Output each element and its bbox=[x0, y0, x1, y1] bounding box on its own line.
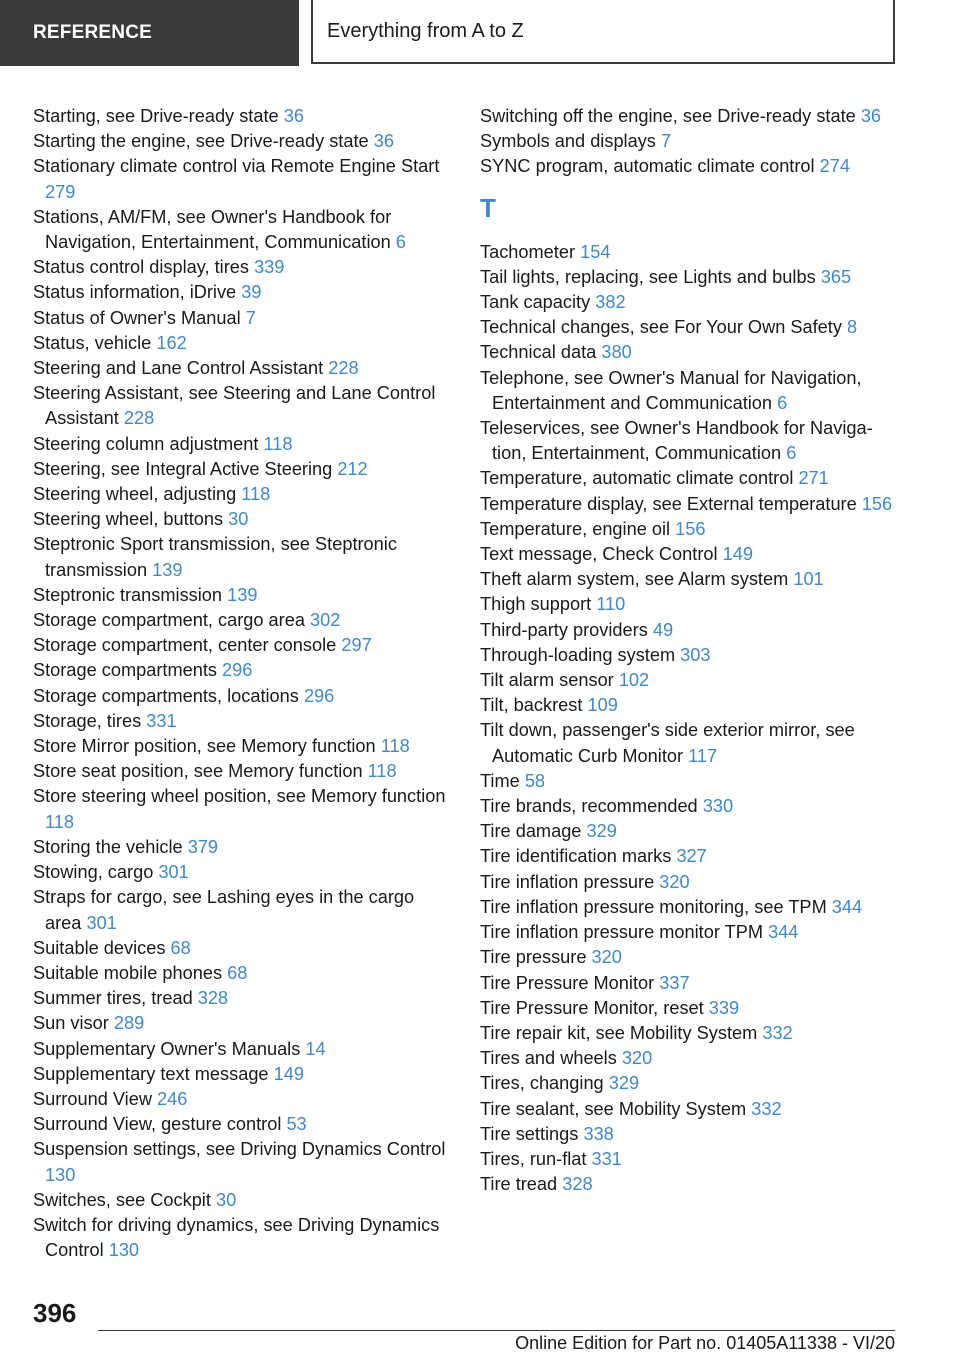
page-reference-link[interactable]: 139 bbox=[152, 559, 183, 580]
page-reference-link[interactable]: 301 bbox=[158, 862, 189, 883]
page-reference-link[interactable]: 130 bbox=[108, 1240, 140, 1261]
index-entry bbox=[33, 860, 453, 885]
page-reference-link[interactable]: 337 bbox=[659, 972, 690, 993]
index-entry-term: Symbols and displays bbox=[480, 131, 656, 152]
index-entry-term: Switches, see Cockpit bbox=[33, 1189, 211, 1210]
index-entry-term: Tire damage bbox=[480, 821, 582, 842]
page-reference-link[interactable]: 212 bbox=[337, 458, 368, 479]
index-entry-term: Surround View, gesture control bbox=[33, 1114, 282, 1135]
index-entry bbox=[480, 592, 900, 617]
index-entry-term: Technical data bbox=[480, 342, 597, 363]
index-entry bbox=[33, 759, 453, 784]
page-reference-link[interactable]: 328 bbox=[562, 1174, 593, 1195]
page-reference-link[interactable]: 279 bbox=[45, 181, 76, 202]
index-entry-term: Steering wheel, buttons bbox=[33, 509, 224, 530]
index-entry-term: Time bbox=[480, 770, 520, 791]
index-entry bbox=[33, 507, 453, 532]
index-entry bbox=[33, 457, 453, 482]
index-entry bbox=[480, 668, 900, 693]
index-entry bbox=[480, 895, 900, 920]
page-reference-link[interactable]: 8 bbox=[847, 317, 858, 338]
index-entry-term: Tachometer bbox=[480, 241, 576, 262]
index-entry-term: Status, vehicle bbox=[33, 332, 152, 353]
index-entry bbox=[33, 684, 453, 709]
index-entry bbox=[33, 1037, 453, 1062]
page-reference-link[interactable]: 49 bbox=[652, 619, 674, 640]
index-entry-term: Storage compartments, locations bbox=[33, 685, 299, 706]
page-reference-link[interactable]: 271 bbox=[798, 468, 829, 489]
index-group-t bbox=[480, 240, 900, 1198]
page-reference-link[interactable]: 328 bbox=[197, 988, 229, 1009]
index-entry bbox=[33, 885, 453, 935]
page-reference-link[interactable]: 7 bbox=[660, 131, 672, 152]
index-entry bbox=[480, 794, 900, 819]
index-entry-term: Tire identification marks bbox=[480, 846, 672, 867]
index-entry bbox=[33, 734, 453, 759]
index-entry bbox=[33, 1011, 453, 1036]
index-entry bbox=[33, 961, 453, 986]
index-entry bbox=[480, 1046, 900, 1071]
page-reference-link[interactable]: 228 bbox=[328, 358, 359, 379]
page-reference-link[interactable]: 39 bbox=[241, 282, 262, 303]
page-reference-link[interactable]: 297 bbox=[341, 635, 372, 656]
index-entry bbox=[480, 567, 900, 592]
index-entry-term: Stationary climate control via Remote Engine Start bbox=[33, 156, 440, 177]
page-reference-link[interactable]: 330 bbox=[702, 796, 734, 817]
page-reference-link[interactable]: 30 bbox=[228, 509, 249, 530]
index-entry bbox=[33, 205, 453, 255]
index-entry bbox=[480, 996, 900, 1021]
index-entry-term: Steptronic Sport transmission, see Steptronic transmission bbox=[33, 534, 397, 580]
index-entry-term: Tail lights, replacing, see Lights and bulbs bbox=[480, 266, 816, 287]
page-reference-link[interactable]: 344 bbox=[768, 922, 799, 943]
index-entry bbox=[33, 154, 453, 204]
index-entry-term: Surround View bbox=[33, 1088, 152, 1109]
page-reference-link[interactable]: 149 bbox=[273, 1063, 304, 1084]
index-entry bbox=[480, 416, 900, 466]
index-entry-term: Status information, iDrive bbox=[33, 282, 237, 303]
page-reference-link[interactable]: 109 bbox=[587, 695, 618, 716]
index-entry-term: Tire brands, recommended bbox=[480, 796, 698, 817]
index-entry bbox=[480, 340, 900, 365]
page-reference-link[interactable]: 156 bbox=[675, 518, 706, 539]
index-entry bbox=[480, 366, 900, 416]
index-entry-term: Store Mirror position, see Memory function bbox=[33, 736, 376, 757]
index-entry-term: Steering Assistant, see Steering and Lane Control Assistant bbox=[33, 383, 436, 429]
page-reference-link[interactable]: 320 bbox=[659, 871, 690, 892]
index-entry-term: Storage compartment, cargo area bbox=[33, 610, 305, 631]
page-reference-link[interactable]: 130 bbox=[45, 1164, 76, 1185]
index-entry-term: Tire repair kit, see Mobility System bbox=[480, 1022, 758, 1043]
index-entry bbox=[480, 693, 900, 718]
page-reference-link[interactable]: 118 bbox=[367, 761, 397, 782]
index-entry-term: Sun visor bbox=[33, 1013, 109, 1034]
index-entry-term: Suspension settings, see Driving Dynamics Control bbox=[33, 1139, 446, 1160]
index-entry bbox=[33, 1188, 453, 1213]
index-entry-term: Tire tread bbox=[480, 1174, 558, 1195]
index-entry-term: Tire inflation pressure monitor TPM bbox=[480, 922, 764, 943]
index-entry-term: Tilt alarm sensor bbox=[480, 670, 614, 691]
index-entry-term: Stowing, cargo bbox=[33, 862, 154, 883]
page-reference-link[interactable]: 301 bbox=[86, 912, 117, 933]
index-entry bbox=[480, 870, 900, 895]
index-entry-term: Supplementary Owner's Manuals bbox=[33, 1038, 301, 1059]
index-entry-term: Tire sealant, see Mobility System bbox=[480, 1098, 747, 1119]
index-entry bbox=[480, 104, 900, 129]
index-entry-term: Tank capacity bbox=[480, 292, 591, 313]
page-reference-link[interactable]: 332 bbox=[762, 1022, 793, 1043]
page-reference-link[interactable]: 289 bbox=[113, 1013, 145, 1034]
index-entry-term: Thigh support bbox=[480, 594, 592, 615]
page-reference-link[interactable]: 296 bbox=[222, 660, 253, 681]
index-entry bbox=[33, 835, 453, 860]
page-reference-link[interactable]: 117 bbox=[688, 745, 718, 766]
page-reference-link[interactable]: 274 bbox=[819, 156, 850, 177]
index-entry bbox=[480, 265, 900, 290]
index-entry bbox=[480, 517, 900, 542]
index-entry-term: Tire pressure bbox=[480, 947, 587, 968]
index-entry bbox=[33, 658, 453, 683]
page-reference-link[interactable]: 118 bbox=[263, 433, 293, 454]
page-reference-link[interactable]: 162 bbox=[156, 332, 187, 353]
page-reference-link[interactable]: 6 bbox=[777, 392, 788, 413]
page-reference-link[interactable]: 58 bbox=[524, 770, 546, 791]
index-entry-term: Store steering wheel position, see Memory function bbox=[33, 786, 446, 807]
index-entry bbox=[33, 331, 453, 356]
page-reference-link[interactable]: 118 bbox=[241, 484, 271, 505]
index-entry-term: Store seat position, see Memory function bbox=[33, 761, 363, 782]
page-reference-link[interactable]: 228 bbox=[123, 408, 155, 429]
page-reference-link[interactable]: 102 bbox=[618, 670, 650, 691]
page-header bbox=[0, 0, 960, 66]
index-entry bbox=[33, 306, 453, 331]
index-entry-term: Switch for driving dynamics, see Driving Dynamics Control bbox=[33, 1214, 440, 1261]
index-entry bbox=[480, 819, 900, 844]
index-entry bbox=[480, 718, 900, 768]
index-entry-term: Stations, AM/FM, see Owner's Handbook for Navigation, Entertainment, Communication bbox=[33, 206, 392, 253]
index-entry bbox=[480, 769, 900, 794]
index-entry-term: Tilt, backrest bbox=[480, 695, 583, 716]
page-reference-link[interactable]: 36 bbox=[860, 106, 882, 126]
index-entry-term: Starting, see Drive-ready state bbox=[33, 106, 279, 126]
index-entry-term: Text message, Check Control bbox=[480, 544, 718, 565]
index-entry-term: Steering, see Integral Active Steering bbox=[33, 458, 333, 479]
index-group-s-continued bbox=[480, 104, 900, 180]
index-entry bbox=[33, 432, 453, 457]
index-entry bbox=[480, 315, 900, 340]
index-entry-term: Storage compartment, center console bbox=[33, 635, 337, 656]
page-reference-link[interactable]: 53 bbox=[286, 1114, 307, 1135]
page-reference-link[interactable]: 327 bbox=[676, 846, 707, 867]
page-reference-link[interactable]: 338 bbox=[583, 1123, 614, 1144]
index-column-right bbox=[480, 104, 900, 1197]
index-column-left bbox=[33, 104, 453, 1263]
index-entry-term: Tires, run-flat bbox=[480, 1148, 587, 1169]
index-entry bbox=[33, 356, 453, 381]
page-reference-link[interactable]: 382 bbox=[595, 292, 626, 313]
page-reference-link[interactable]: 331 bbox=[146, 710, 177, 731]
index-entry-term: Status of Owner's Manual bbox=[33, 307, 241, 328]
page-reference-link[interactable]: 380 bbox=[601, 342, 632, 363]
index-entry-term: Theft alarm system, see Alarm system bbox=[480, 569, 789, 590]
page-reference-link[interactable]: 36 bbox=[373, 131, 394, 152]
index-entry bbox=[33, 633, 453, 658]
index-entry-term: Suitable mobile phones bbox=[33, 962, 223, 983]
page-reference-link[interactable]: 339 bbox=[254, 257, 285, 278]
index-entry bbox=[480, 154, 900, 179]
footer-edition: Online Edition for Part no. 01405A11338 - VI/20 bbox=[515, 1333, 895, 1353]
page-reference-link[interactable]: 7 bbox=[245, 307, 256, 328]
index-entry bbox=[33, 1213, 453, 1263]
index-entry bbox=[33, 583, 453, 608]
index-entry-term: Tire Pressure Monitor bbox=[480, 972, 655, 993]
index-entry-term: Tires and wheels bbox=[480, 1048, 617, 1069]
index-entry-term: Tires, changing bbox=[480, 1073, 604, 1094]
index-entry-term: Storage, tires bbox=[33, 710, 142, 731]
index-entry-term: Teleservices, see Owner's Handbook for Navigation, Entertainment, Communication bbox=[480, 418, 873, 464]
index-entry bbox=[33, 1087, 453, 1112]
page-reference-link[interactable]: 329 bbox=[608, 1073, 640, 1094]
index-entry bbox=[33, 129, 453, 154]
index-entry bbox=[33, 255, 453, 280]
page-number: 396 bbox=[33, 1298, 77, 1328]
index-entry bbox=[480, 492, 900, 517]
index-entry-term: Temperature display, see External temperature bbox=[480, 493, 857, 514]
index-entry-term: Steptronic transmission bbox=[33, 584, 223, 605]
index-entry bbox=[480, 1122, 900, 1147]
page-reference-link[interactable]: 339 bbox=[708, 997, 740, 1018]
page-reference-link[interactable]: 30 bbox=[215, 1189, 237, 1210]
page-reference-link[interactable]: 156 bbox=[861, 493, 893, 514]
page-reference-link[interactable]: 149 bbox=[722, 544, 753, 565]
index-entry-term: Suitable devices bbox=[33, 937, 166, 958]
index-entry bbox=[480, 844, 900, 869]
page-reference-link[interactable]: 365 bbox=[820, 266, 852, 287]
page-reference-link[interactable]: 6 bbox=[786, 443, 797, 464]
index-entry bbox=[480, 1021, 900, 1046]
index-entry-term: Starting the engine, see Drive-ready state bbox=[33, 131, 369, 152]
index-entry bbox=[480, 971, 900, 996]
page-reference-link[interactable]: 320 bbox=[591, 947, 622, 968]
index-entry bbox=[33, 608, 453, 633]
index-entry bbox=[33, 936, 453, 961]
index-entry bbox=[480, 290, 900, 315]
page-reference-link[interactable]: 101 bbox=[793, 569, 824, 590]
page-reference-link[interactable]: 296 bbox=[303, 685, 335, 706]
index-entry-term: Tire inflation pressure monitoring, see TPM bbox=[480, 896, 827, 917]
index-entry-term: Temperature, engine oil bbox=[480, 518, 671, 539]
page-reference-link[interactable]: 320 bbox=[621, 1048, 653, 1069]
index-entry bbox=[480, 240, 900, 265]
index-entry-term: Tilt down, passenger's side exterior mirror, see Automatic Curb Monitor bbox=[480, 720, 855, 766]
index-entry bbox=[33, 482, 453, 507]
section-tab: REFERENCE bbox=[0, 0, 299, 66]
page-reference-link[interactable]: 139 bbox=[227, 584, 258, 605]
index-entry bbox=[33, 1062, 453, 1087]
index-entry-term: Third-party providers bbox=[480, 619, 648, 640]
page-reference-link[interactable]: 332 bbox=[751, 1098, 782, 1119]
page-reference-link[interactable]: 154 bbox=[580, 241, 611, 262]
index-entry-term: Storing the vehicle bbox=[33, 836, 183, 857]
index-entry bbox=[480, 542, 900, 567]
index-entry-term: Through-loading system bbox=[480, 644, 676, 665]
index-entry bbox=[33, 280, 453, 305]
page-reference-link[interactable]: 344 bbox=[831, 896, 863, 917]
page-reference-link[interactable]: 68 bbox=[170, 937, 191, 958]
index-entry-term: Straps for cargo, see Lashing eyes in the cargo area bbox=[33, 887, 415, 933]
index-entry bbox=[480, 1147, 900, 1172]
index-entry bbox=[480, 643, 900, 668]
page-reference-link[interactable]: 68 bbox=[227, 962, 248, 983]
index-entry-term: Temperature, automatic climate control bbox=[480, 468, 794, 489]
index-entry bbox=[480, 129, 900, 154]
page-reference-link[interactable]: 246 bbox=[157, 1088, 188, 1109]
index-entry bbox=[480, 1172, 900, 1197]
index-entry bbox=[33, 1112, 453, 1137]
index-entry-term: Switching off the engine, see Drive-ready state bbox=[480, 106, 856, 126]
page-reference-link[interactable]: 329 bbox=[586, 821, 617, 842]
index-entry bbox=[33, 104, 453, 129]
index-entry-term: Tire Pressure Monitor, reset bbox=[480, 997, 704, 1018]
index-entry-term: Steering column adjustment bbox=[33, 433, 259, 454]
index-entry bbox=[33, 1137, 453, 1187]
page-reference-link[interactable]: 118 bbox=[45, 811, 74, 832]
index-entry bbox=[480, 1071, 900, 1096]
index-entry bbox=[480, 1097, 900, 1122]
index-entry bbox=[33, 986, 453, 1011]
page-reference-link[interactable]: 118 bbox=[380, 736, 410, 757]
index-entry-term: Summer tires, tread bbox=[33, 988, 193, 1009]
index-entry bbox=[480, 945, 900, 970]
index-entry bbox=[33, 381, 453, 431]
page-reference-link[interactable]: 14 bbox=[305, 1038, 326, 1059]
index-entry-term: Status control display, tires bbox=[33, 257, 249, 278]
index-entry-term: Steering and Lane Control Assistant bbox=[33, 358, 324, 379]
index-entry-term: Supplementary text message bbox=[33, 1063, 269, 1084]
index-entry bbox=[480, 466, 900, 491]
index-entry bbox=[480, 920, 900, 945]
index-entry-term: Telephone, see Owner's Manual for Navigation, Entertainment and Communication bbox=[480, 367, 862, 413]
page-reference-link[interactable]: 331 bbox=[591, 1148, 622, 1169]
index-entry-term: Technical changes, see For Your Own Safety bbox=[480, 317, 842, 338]
index-entry bbox=[33, 784, 453, 834]
header-title: Everything from A to Z bbox=[311, 0, 895, 64]
footer-divider bbox=[98, 1330, 895, 1331]
index-entry bbox=[33, 709, 453, 734]
page-reference-link[interactable]: 303 bbox=[680, 644, 711, 665]
index-entry bbox=[33, 532, 453, 582]
page-reference-link[interactable]: 6 bbox=[395, 232, 406, 253]
index-entry-term: Tire settings bbox=[480, 1123, 579, 1144]
index-entry-term: SYNC program, automatic climate control bbox=[480, 156, 815, 177]
page-reference-link[interactable]: 36 bbox=[283, 106, 304, 126]
page-reference-link[interactable]: 379 bbox=[187, 836, 219, 857]
index-entry-term: Tire inflation pressure bbox=[480, 871, 655, 892]
page-reference-link[interactable]: 110 bbox=[596, 594, 626, 615]
index-entry-term: Storage compartments bbox=[33, 660, 217, 681]
index-entry bbox=[480, 618, 900, 643]
section-letter: T bbox=[480, 192, 496, 223]
index-entry-term: Steering wheel, adjusting bbox=[33, 484, 237, 505]
page-reference-link[interactable]: 302 bbox=[310, 610, 341, 631]
